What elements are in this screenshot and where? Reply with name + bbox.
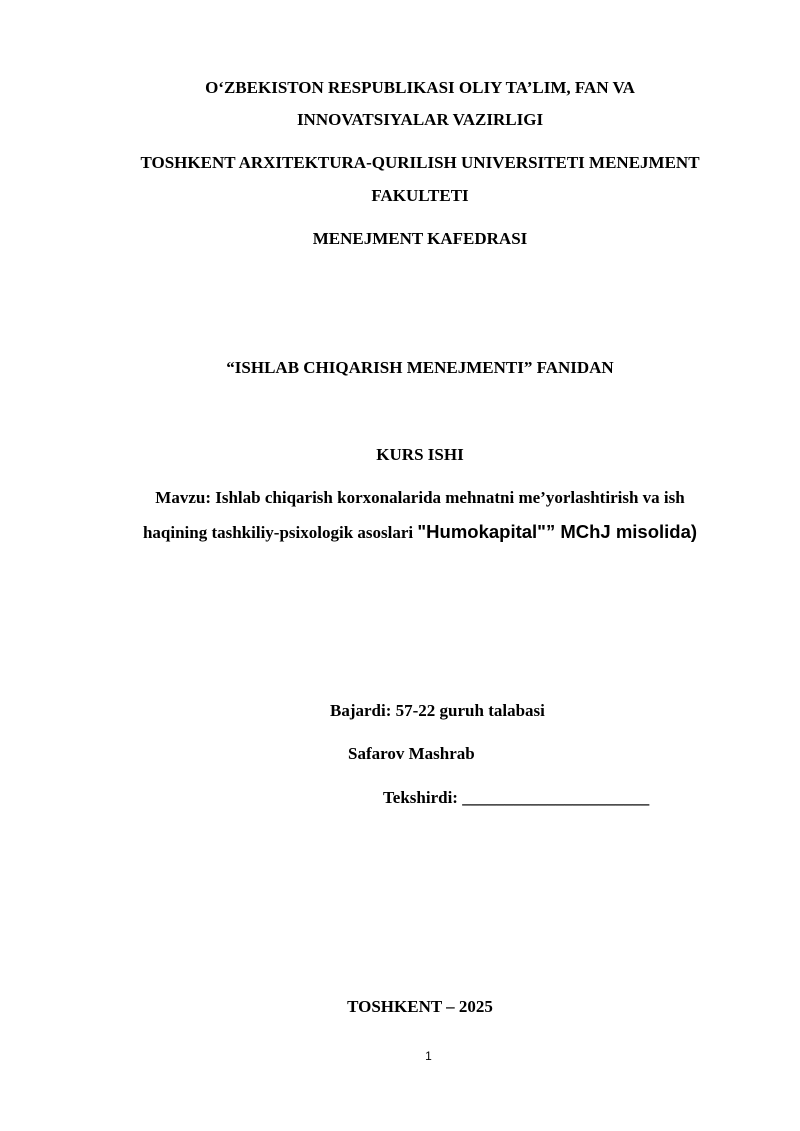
work-type-title: KURS ISHI	[376, 445, 464, 464]
department-title: MENEJMENT KAFEDRASI	[312, 229, 528, 248]
university-line-2: FAKULTETI	[371, 186, 469, 205]
topic-line-1: Mavzu: Ishlab chiqarish korxonalarida mehnatni me’yorlashtirish va ish	[155, 488, 685, 507]
performed-by: Bajardi: 57-22 guruh talabasi	[330, 701, 545, 720]
ministry-line-2: INNOVATSIYALAR VAZIRLIGI	[296, 110, 544, 129]
subject-title: “ISHLAB CHIQARISH MENEJMENTI” FANIDAN	[226, 358, 614, 377]
topic-line-2-part-1: haqining tashkiliy-psixologik asoslari	[142, 523, 418, 542]
ministry-line-1: O‘ZBEKISTON RESPUBLIKASI OLIY TA’LIM, FAN VA	[205, 78, 635, 97]
student-name: Safarov Mashrab	[348, 744, 475, 763]
checked-by: Tekshirdi: ______________________	[383, 788, 650, 807]
city-year: TOSHKENT – 2025	[347, 997, 493, 1016]
page-number: 1	[425, 1049, 432, 1063]
topic-line-2-part-2: "Humokapital"” MChJ misolida)	[417, 521, 698, 542]
topic-line-2	[60, 521, 780, 543]
university-line-1: TOSHKENT ARXITEKTURA-QURILISH UNIVERSITETI MENEJMENT	[140, 153, 700, 172]
